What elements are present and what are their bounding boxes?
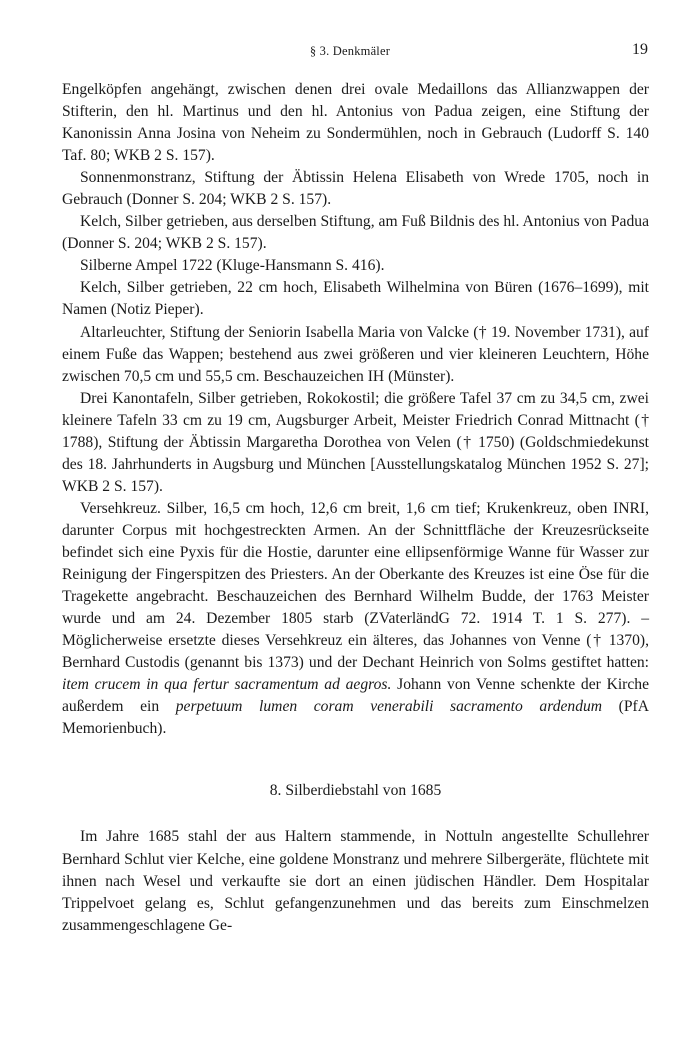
versehkreuz-text-2: Johann von Venne schenkte der Kirche außerdem ein [62, 676, 649, 716]
body-text [62, 79, 649, 937]
latin-quote-perpetuum: perpetuum lumen coram venerabili sacramento ardendum [175, 698, 603, 716]
paragraph-sonnenmonstranz: Sonnenmonstranz, Stiftung der Äbtissin Helena Elisabeth von Wrede 1705, noch in Gebrauch (Donner S. 204; WKB 2 S. 157). [62, 169, 649, 209]
running-head: § 3. Denkmäler [309, 44, 391, 58]
paragraph-silberne-ampel: Silberne Ampel 1722 (Kluge-Hansmann S. 416). [80, 257, 385, 275]
paragraph-kelch-bueren: Kelch, Silber getrieben, 22 cm hoch, Elisabeth Wilhelmina von Büren (1676–1699), mit Namen (Notiz Pieper). [62, 279, 649, 319]
versehkreuz-text-1: Versehkreuz. Silber, 16,5 cm hoch, 12,6 cm breit, 1,6 cm tief; Krukenkreuz, oben INRI, darunter Corpus mit hochgestreckten Armen. An der Schnittfläche der Kreuzesrückseite befindet sich eine Pyxis für die Hostie, darunter eine ellipsenförmige Wanne für Wasser zur Reinigung der Fingerspitzen des Priesters. An der Oberkante des Kreuzes ist eine Öse für die Tragekette angebracht. Beschauzeichen des Bernhard Wilhelm Budde, der 1763 Meister wurde und am 24. Dezember 1805 starb (ZVaterländG 72. 1914 T. 1 S. 277). – Möglicherweise ersetzte dieses Versehkreuz ein älteres, das Johannes von Venne († 1370), Bernhard Custodis (genannt bis 1373) und der Dechant Heinrich von Solms gestiftet hatten: [62, 499, 649, 672]
paragraph-kelch-stiftung: Kelch, Silber getrieben, aus derselben Stiftung, am Fuß Bildnis des hl. Antonius von Padua (Donner S. 204; WKB 2 S. 157). [62, 213, 649, 253]
paragraph-versehkreuz [62, 498, 649, 741]
paragraph-engelkoepfen: Engelköpfen angehängt, zwischen denen drei ovale Medaillons das Allianzwappen der Stifterin, den hl. Martinus und den hl. Antonius von Padua zeigen, eine Stiftung der Kanonissin Anna Josina von Neheim zu Sondermühlen, noch in Gebrauch (Ludorff S. 140 Taf. 80; WKB 2 S. 157). [62, 81, 649, 165]
paragraph-kanontafeln: Drei Kanontafeln, Silber getrieben, Rokokostil; die größere Tafel 37 cm zu 34,5 cm, zwei kleinere Tafeln 33 cm zu 19 cm, Augsburger Arbeit, Meister Friedrich Conrad Mittnacht († 1788), Stiftung der Äbtissin Margaretha Dorothea von Velen († 1750) (Goldschmiedekunst des 18. Jahrhunderts in Augsburg und München [Ausstellungskatalog München 1952 S. 27]; WKB 2 S. 157). [62, 389, 649, 495]
section-heading: 8. Silberdiebstahl von 1685 [269, 782, 442, 800]
paragraph-altarleuchter: Altarleuchter, Stiftung der Seniorin Isabella Maria von Valcke († 19. November 1731), auf einem Fuße das Wappen; bestehend aus zwei größeren und vier kleineren Leuchtern, Höhe zwischen 70,5 cm und 55,5 cm. Beschauzeichen IH (Münster). [62, 323, 649, 385]
latin-quote-crucem: item crucem in qua fertur sacramentum ad aegros. [62, 676, 392, 694]
versehkreuz-text-3: (PfA Memorienbuch). [62, 698, 650, 738]
paragraph-silberdiebstahl: Im Jahre 1685 stahl der aus Haltern stammende, in Nottuln angestellte Schullehrer Bernhard Schlut vier Kelche, eine goldene Monstranz und mehrere Silbergeräte, flüchtete mit ihnen nach Wesel und verkaufte sie dort an einen jüdischen Händler. Dem Hospitalar Trippelvoet gelang es, Schlut gefangenzunehmen und das bereits zum Einschmelzen zusammengeschlagene Ge- [62, 828, 649, 934]
page-number: 19 [632, 41, 648, 58]
